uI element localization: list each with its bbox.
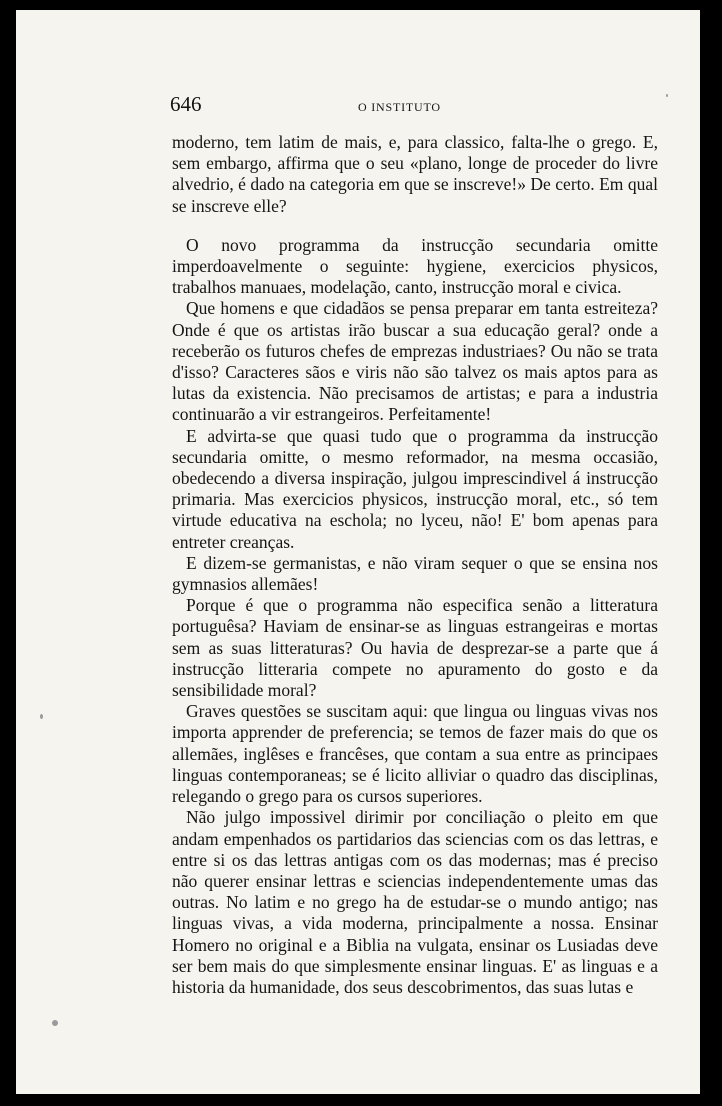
running-head: O INSTITUTO	[358, 100, 441, 114]
page-header	[170, 92, 650, 122]
paper-speck	[52, 1020, 58, 1026]
paper-speck	[40, 714, 43, 719]
page-number: 646	[170, 92, 202, 116]
paragraph: E advirta-se que quasi tudo que o programma da instrucção secundaria omitte, o mesmo reformador, na mesma occasião, obedecendo a diversa inspiração, julgou imprescindivel á instrucção primaria. Mas exercicios physicos, instrucção moral, etc., só tem virtude educativa na eschola; no lyceu, não! E' bom apenas para entreter creanças.	[172, 425, 658, 552]
paragraph: E dizem-se germanistas, e não viram sequer o que se ensina nos gymnasios allemães!	[172, 552, 658, 595]
book-page	[16, 10, 700, 1094]
paragraph: Que homens e que cidadãos se pensa preparar em tanta estreiteza? Onde é que os artistas irão buscar a sua educação geral? onde a receberão os futuros chefes de emprezas industriaes? Ou não se trata d'isso? Caracteres sãos e viris não são talvez os mais aptos para as lutas da existencia. Não precisamos de artistas; e para a industria continuarão a vir estrangeiros. Perfeitamente!	[172, 298, 658, 425]
paragraph: Não julgo impossivel dirimir por conciliação o pleito em que andam empenhados os partidarios das sciencias com os das lettras, e entre si os das lettras antigas com os das modernas; mas é preciso não querer ensinar lettras e sciencias independentemente umas das outras. No latim e no grego ha de estudar-se o mundo antigo; nas linguas vivas, a vida moderna, principalmente a nossa. Ensinar Homero no original e a Biblia na vulgata, ensinar os Lusiadas deve ser bem mais do que simplesmente ensinar linguas. E' as linguas e a historia da humanidade, dos seus descobrimentos, das suas lutas e	[172, 807, 658, 997]
paragraph: O novo programma da instrucção secundaria omitte imperdoavelmente o seguinte: hygiene, exercicios physicos, trabalhos manuaes, modelação, canto, instrucção moral e civica.	[172, 234, 658, 298]
paragraph: Porque é que o programma não especifica senão a litteratura portuguêsa? Haviam de ensinar-se as linguas estrangeiras e mortas sem as suas litteraturas? Ou havia de desprezar-se a parte que á instrucção litteraria compete no apuramento do gosto e da sensibilidade moral?	[172, 595, 658, 701]
body-text	[172, 132, 658, 998]
paper-speck	[666, 94, 668, 97]
paragraph: Graves questões se suscitam aqui: que lingua ou linguas vivas nos importa apprender de preferencia; se temos de fazer mais do que os allemães, inglêses e francêses, que contam a sua entre as principaes linguas contemporaneas; se é licito alliviar o quadro das disciplinas, relegando o grego para os cursos superiores.	[172, 701, 658, 807]
paragraph: moderno, tem latim de mais, e, para classico, falta-lhe o grego. E, sem embargo, affirma que o seu «plano, longe de proceder do livre alvedrio, é dado na categoria em que se inscreve!» De certo. Em qual se inscreve elle?	[172, 132, 658, 216]
